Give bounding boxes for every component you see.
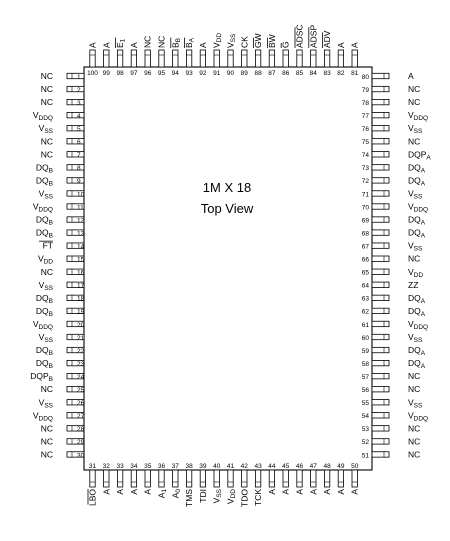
pin-label-vddq: $V_{DDQ}$ <box>408 110 429 123</box>
pin-label-vss: $V_{SS}$ <box>38 279 53 292</box>
pin-label-vdd: VDD <box>225 489 237 505</box>
pin-lead <box>372 217 389 222</box>
pin-label-vss: $V_{SS}$ <box>38 188 53 201</box>
pin-lead <box>372 178 389 183</box>
pin-lead <box>324 470 329 487</box>
pin-label-dqb: $DQ_B$ <box>35 214 53 227</box>
pin-number: 2 <box>77 86 81 94</box>
pin-lead <box>372 139 389 144</box>
pin-number: 11 <box>77 204 84 212</box>
pin-label-a: A <box>349 42 360 48</box>
pin-number: 52 <box>361 439 369 447</box>
pin-number: 38 <box>185 463 193 470</box>
pin-label-nc: NC <box>408 253 421 264</box>
pin-label-a: A <box>335 42 346 48</box>
pin-lead <box>145 50 150 67</box>
pin-lead <box>67 73 84 78</box>
pin-lead <box>159 50 164 67</box>
package-subtitle: Top View <box>200 201 254 216</box>
pin-number: 32 <box>102 463 110 470</box>
pin-lead <box>372 347 389 352</box>
pin-lead <box>372 191 389 196</box>
pin-number: 91 <box>213 70 221 77</box>
pin-label-vss: $V_{SS}$ <box>408 397 423 410</box>
pin-lead <box>372 99 389 104</box>
pin-number: 81 <box>351 70 359 77</box>
pin-label-nc: NC <box>40 449 53 460</box>
pin-lead <box>242 50 247 67</box>
pin-number: 22 <box>77 347 85 355</box>
pin-lead <box>214 50 219 67</box>
pin-label-zz: ZZ <box>408 279 419 290</box>
package-body <box>84 67 372 470</box>
pin-label-nc: NC <box>40 436 53 447</box>
pin-label-a: A <box>115 489 126 495</box>
pin-label-dqa: $DQ_A$ <box>408 292 426 305</box>
pin-label-dqpa: $DQP_A$ <box>408 149 431 162</box>
pin-number: 58 <box>361 360 369 368</box>
pin-label-vdd: $V_{DD}$ <box>37 253 53 266</box>
pin-label-dqa: $DQ_A$ <box>408 305 426 318</box>
pin-lead <box>228 50 233 67</box>
pin-number: 68 <box>361 230 369 238</box>
pin-number: 60 <box>361 334 369 342</box>
pin-number: 4 <box>77 112 81 120</box>
pin-number: 3 <box>77 99 81 107</box>
pin-number: 35 <box>144 463 152 470</box>
pin-lead <box>372 387 389 392</box>
pin-number: 92 <box>199 70 207 77</box>
pin-number: 77 <box>361 112 369 120</box>
pin-label-bw: BW <box>266 34 277 48</box>
pin-number: 96 <box>144 70 152 77</box>
pin-label-nc: NC <box>40 97 53 108</box>
pin-label-nc: NC <box>408 371 421 382</box>
pin-label-dqb: $DQ_B$ <box>35 345 53 358</box>
pin-number: 10 <box>77 191 85 199</box>
pin-lead <box>372 126 389 131</box>
pin-number: 54 <box>361 413 369 421</box>
pin-label-a: A <box>197 42 208 48</box>
pin-lead <box>200 470 205 487</box>
pin-label-vddq: $V_{DDQ}$ <box>408 201 429 214</box>
pin-label-dqb: $DQ_B$ <box>35 292 53 305</box>
pin-lead <box>67 152 84 160</box>
pin-number: 1 <box>77 73 81 81</box>
pin-label-ck: CK <box>239 36 250 48</box>
pin-number: 7 <box>77 152 81 160</box>
pin-lead <box>269 470 274 487</box>
pin-lead <box>311 470 316 487</box>
pin-label-gw: GW <box>253 33 264 48</box>
pin-label-nc: NC <box>40 84 53 95</box>
pin-number: 8 <box>77 165 81 173</box>
pin-number: 61 <box>361 321 369 329</box>
pin-number: 14 <box>77 243 85 251</box>
pin-lead <box>372 282 389 287</box>
pin-lead <box>214 470 219 487</box>
pin-lead <box>67 165 84 173</box>
pin-label-tdo: TDO <box>239 489 250 507</box>
pin-lead <box>372 269 389 274</box>
pin-label-nc: NC <box>156 35 167 48</box>
pin-lead <box>372 86 389 91</box>
pin-lead <box>324 50 329 67</box>
pin-label-a: A <box>128 489 139 495</box>
pin-lead <box>104 50 109 67</box>
pin-number: 59 <box>361 347 369 355</box>
pin-number: 79 <box>361 86 369 94</box>
pin-number: 78 <box>361 99 369 107</box>
pin-number: 15 <box>77 256 85 264</box>
pin-label-a1: A1 <box>156 489 168 499</box>
pin-label-dqb: $DQ_B$ <box>35 227 53 240</box>
pin-label-nc: NC <box>142 35 153 48</box>
pin-label-nc: NC <box>408 436 421 447</box>
pin-lead <box>372 452 389 457</box>
pin-number: 19 <box>77 308 85 316</box>
pin-label-lbo: LBO <box>87 489 98 507</box>
pin-number: 65 <box>361 269 369 277</box>
pin-number: 13 <box>77 230 85 238</box>
pin-label-dqb: $DQ_B$ <box>35 162 53 175</box>
pin-label-nc: NC <box>40 149 53 160</box>
pin-label-nc: NC <box>408 136 421 147</box>
pin-label-nc: NC <box>408 384 421 395</box>
pin-number: 72 <box>361 178 369 186</box>
pin-label-dqa: $DQ_A$ <box>408 345 426 358</box>
pin-number: 97 <box>130 70 138 77</box>
pin-label-dqa: $DQ_A$ <box>408 162 426 175</box>
pin-label-a: A <box>322 489 333 495</box>
pin-lead <box>311 50 316 67</box>
pin-label-vss: $V_{SS}$ <box>408 332 423 344</box>
pin-label-adv: ADV <box>322 30 333 48</box>
pin-number: 43 <box>254 463 262 470</box>
pin-label-a: A <box>308 489 319 495</box>
pin-label-vddq: $V_{DDQ}$ <box>32 318 53 331</box>
pin-number: 49 <box>337 463 345 470</box>
pin-number: 31 <box>88 463 97 470</box>
pin-number: 55 <box>361 400 369 408</box>
pin-lead <box>372 204 389 209</box>
pin-lead <box>117 50 122 67</box>
pin-label-tms: TMS <box>184 489 195 507</box>
pin-label-e1: E1 <box>115 38 127 48</box>
pin-label-vddq: $V_{DDQ}$ <box>32 201 53 214</box>
pin-lead <box>372 308 389 313</box>
pin-label-nc: NC <box>40 71 53 81</box>
pin-lead <box>372 360 389 365</box>
pin-number: 71 <box>361 191 369 199</box>
pin-lead <box>352 470 357 487</box>
pin-number: 73 <box>361 165 369 173</box>
pin-lead <box>67 112 84 117</box>
pin-lead <box>186 470 191 487</box>
pin-label-vss: $V_{SS}$ <box>38 397 53 410</box>
pin-number: 34 <box>130 463 138 470</box>
pin-label-adsp: ADSP <box>308 24 319 48</box>
pin-label-dqa: $DQ_A$ <box>408 214 426 227</box>
pin-number: 99 <box>102 70 110 77</box>
pin-number: 5 <box>77 126 81 133</box>
pin-label-a: A <box>101 489 112 495</box>
pin-label-vdd: VDD <box>211 32 224 48</box>
pin-number: 51 <box>361 452 369 460</box>
pin-lead <box>283 470 288 487</box>
pin-label-nc: NC <box>408 97 421 108</box>
pin-number: 53 <box>361 426 369 434</box>
pin-label-a: A <box>142 489 153 495</box>
pin-number: 18 <box>77 295 85 303</box>
pin-label-vss: $V_{SS}$ <box>38 332 53 344</box>
pin-number: 66 <box>361 256 369 264</box>
pin-label-a: A <box>128 42 139 48</box>
pin-number: 75 <box>361 139 369 147</box>
pin-lead <box>297 470 302 487</box>
pin-label-vdd: $V_{DD}$ <box>408 266 424 279</box>
pin-number: 63 <box>361 295 369 303</box>
pin-lead <box>372 321 389 326</box>
pin-number: 67 <box>361 243 369 251</box>
pin-number: 70 <box>361 204 369 212</box>
pin-label-tck: TCK <box>253 489 264 506</box>
pin-label-vss: VSS <box>225 33 237 48</box>
pin-lead <box>173 50 178 67</box>
pin-label-dqb: $DQ_B$ <box>35 358 53 371</box>
pin-lead <box>117 470 122 487</box>
pin-label-dqa: $DQ_A$ <box>408 358 426 371</box>
pin-label-vddq: $V_{DDQ}$ <box>32 410 53 423</box>
pin-lead <box>159 470 164 487</box>
pin-lead <box>131 470 136 487</box>
pin-lead <box>372 73 389 78</box>
pin-lead <box>242 470 247 487</box>
pin-lead <box>186 50 191 67</box>
pin-lead <box>372 439 389 444</box>
pin-label-a: A <box>408 71 414 81</box>
pin-lead <box>297 50 302 67</box>
pin-label-a: A <box>87 42 98 48</box>
pin-label-nc: NC <box>40 136 53 147</box>
pin-lead <box>372 112 389 117</box>
pin-number: 36 <box>157 463 166 470</box>
pin-label-dqpb: $DQP_B$ <box>30 371 53 384</box>
pin-number: 20 <box>77 321 85 329</box>
pin-number: 21 <box>77 334 85 342</box>
pin-lead <box>145 470 150 487</box>
pin-label-nc: NC <box>408 423 421 434</box>
pin-label-a: A <box>266 489 277 495</box>
pin-number: 30 <box>77 452 85 460</box>
pin-number: 69 <box>361 217 369 225</box>
pin-number: 12 <box>77 217 85 225</box>
pin-lead <box>90 50 95 67</box>
pin-label-nc: NC <box>40 423 53 434</box>
pin-lead <box>67 99 84 104</box>
pin-number: 48 <box>323 463 331 470</box>
pin-label-vss: $V_{SS}$ <box>408 123 423 136</box>
pin-number: 28 <box>77 426 85 434</box>
pin-number: 27 <box>77 413 85 421</box>
pin-number: 57 <box>361 373 369 381</box>
pin-label-vddq: $V_{DDQ}$ <box>408 410 429 423</box>
pin-label-tdi: TDI <box>197 489 208 503</box>
pin-label-ba: BA <box>184 37 196 48</box>
pin-number: 89 <box>240 70 248 77</box>
pin-number: 86 <box>282 70 290 77</box>
pin-label-ft: FT <box>42 240 53 251</box>
pin-number: 93 <box>185 70 193 77</box>
pin-lead <box>131 50 136 67</box>
pin-lead <box>372 230 389 235</box>
pin-lead <box>67 126 84 131</box>
pin-number: 83 <box>323 70 331 77</box>
pin-label-a: A <box>335 489 346 495</box>
pin-number: 88 <box>254 70 262 77</box>
pin-lead <box>283 50 288 67</box>
pin-label-adsc: ADSC <box>294 24 305 48</box>
pin-number: 80 <box>361 73 369 81</box>
pin-label-nc: NC <box>40 384 53 395</box>
pin-number: 17 <box>77 282 85 290</box>
pin-lead <box>67 178 84 186</box>
pin-number: 47 <box>309 463 317 470</box>
pin-number: 6 <box>77 139 81 147</box>
pin-lead <box>372 243 389 248</box>
pin-number: 16 <box>77 269 85 277</box>
pin-label-vddq: $V_{DDQ}$ <box>32 110 53 123</box>
pin-number: 25 <box>77 387 85 394</box>
pin-lead <box>372 295 389 300</box>
pin-lead <box>372 165 389 170</box>
pin-lead <box>372 400 389 405</box>
pin-number: 46 <box>295 463 304 470</box>
pin-number: 95 <box>157 70 166 77</box>
pin-label-a: A <box>280 489 291 495</box>
pin-number: 23 <box>77 360 85 368</box>
pin-number: 85 <box>295 70 304 77</box>
pin-lead <box>173 470 178 487</box>
pin-number: 82 <box>337 70 345 77</box>
pin-label-a0: A0 <box>170 489 182 499</box>
pin-lead <box>228 470 233 487</box>
pin-label-bb: BB <box>170 37 182 48</box>
pin-lead <box>200 50 205 67</box>
pin-lead <box>352 50 357 67</box>
pin-label-dqb: $DQ_B$ <box>35 305 53 318</box>
pin-label-vss: $V_{SS}$ <box>408 188 423 201</box>
pin-number: 87 <box>268 70 276 77</box>
pin-lead <box>255 470 260 487</box>
pin-label-dqa: $DQ_A$ <box>408 175 426 188</box>
pin-number: 41 <box>226 463 235 470</box>
pin-lead <box>372 413 389 418</box>
pin-lead <box>269 50 274 67</box>
pin-number: 50 <box>351 463 359 470</box>
package-title: 1M X 18 <box>202 180 252 195</box>
pin-lead <box>372 373 389 378</box>
pin-number: 100 <box>87 70 98 77</box>
pin-lead <box>90 470 95 487</box>
pin-group <box>30 24 431 507</box>
pin-number: 74 <box>361 152 369 160</box>
pin-number: 37 <box>171 463 179 470</box>
pin-lead <box>372 152 389 157</box>
pin-label-dqa: $DQ_A$ <box>408 227 426 240</box>
pin-lead <box>255 50 260 67</box>
pin-label-nc: NC <box>408 449 421 460</box>
pin-lead <box>67 86 84 91</box>
pin-number: 44 <box>268 463 276 470</box>
pin-lead <box>104 470 109 487</box>
pin-number: 62 <box>361 308 369 316</box>
pin-label-g: G <box>280 41 291 48</box>
pin-label-nc: NC <box>40 266 53 277</box>
pin-number: 94 <box>171 70 179 77</box>
pin-number: 29 <box>77 439 85 447</box>
pin-lead <box>372 256 389 261</box>
pin-label-vddq: $V_{DDQ}$ <box>408 318 429 331</box>
pin-lead <box>372 426 389 431</box>
pin-number: 39 <box>199 463 207 470</box>
pin-number: 84 <box>309 70 317 77</box>
pin-label-nc: NC <box>408 84 421 95</box>
pin-number: 64 <box>361 282 369 290</box>
pin-label-a: A <box>101 42 112 48</box>
pin-label-vss: $V_{SS}$ <box>408 240 423 253</box>
pin-number: 98 <box>116 70 124 77</box>
pin-lead <box>338 470 343 487</box>
pin-number: 90 <box>226 70 235 77</box>
pin-number: 24 <box>77 373 85 381</box>
pin-label-a: A <box>349 489 360 495</box>
pin-number: 42 <box>240 463 248 470</box>
pin-lead <box>372 334 389 339</box>
pin-number: 40 <box>213 463 221 470</box>
pin-number: 45 <box>282 463 290 470</box>
pin-number: 76 <box>361 126 369 133</box>
pin-label-vss: $V_{SS}$ <box>38 123 53 136</box>
pin-number: 26 <box>77 400 85 408</box>
pin-label-a: A <box>294 489 305 495</box>
pin-number: 9 <box>77 178 81 186</box>
pin-lead <box>338 50 343 67</box>
pin-lead <box>67 139 84 147</box>
pin-number: 56 <box>361 387 369 394</box>
pin-label-dqb: $DQ_B$ <box>35 175 53 188</box>
pin-label-vss: VSS <box>211 489 224 504</box>
pin-number: 33 <box>116 463 124 470</box>
